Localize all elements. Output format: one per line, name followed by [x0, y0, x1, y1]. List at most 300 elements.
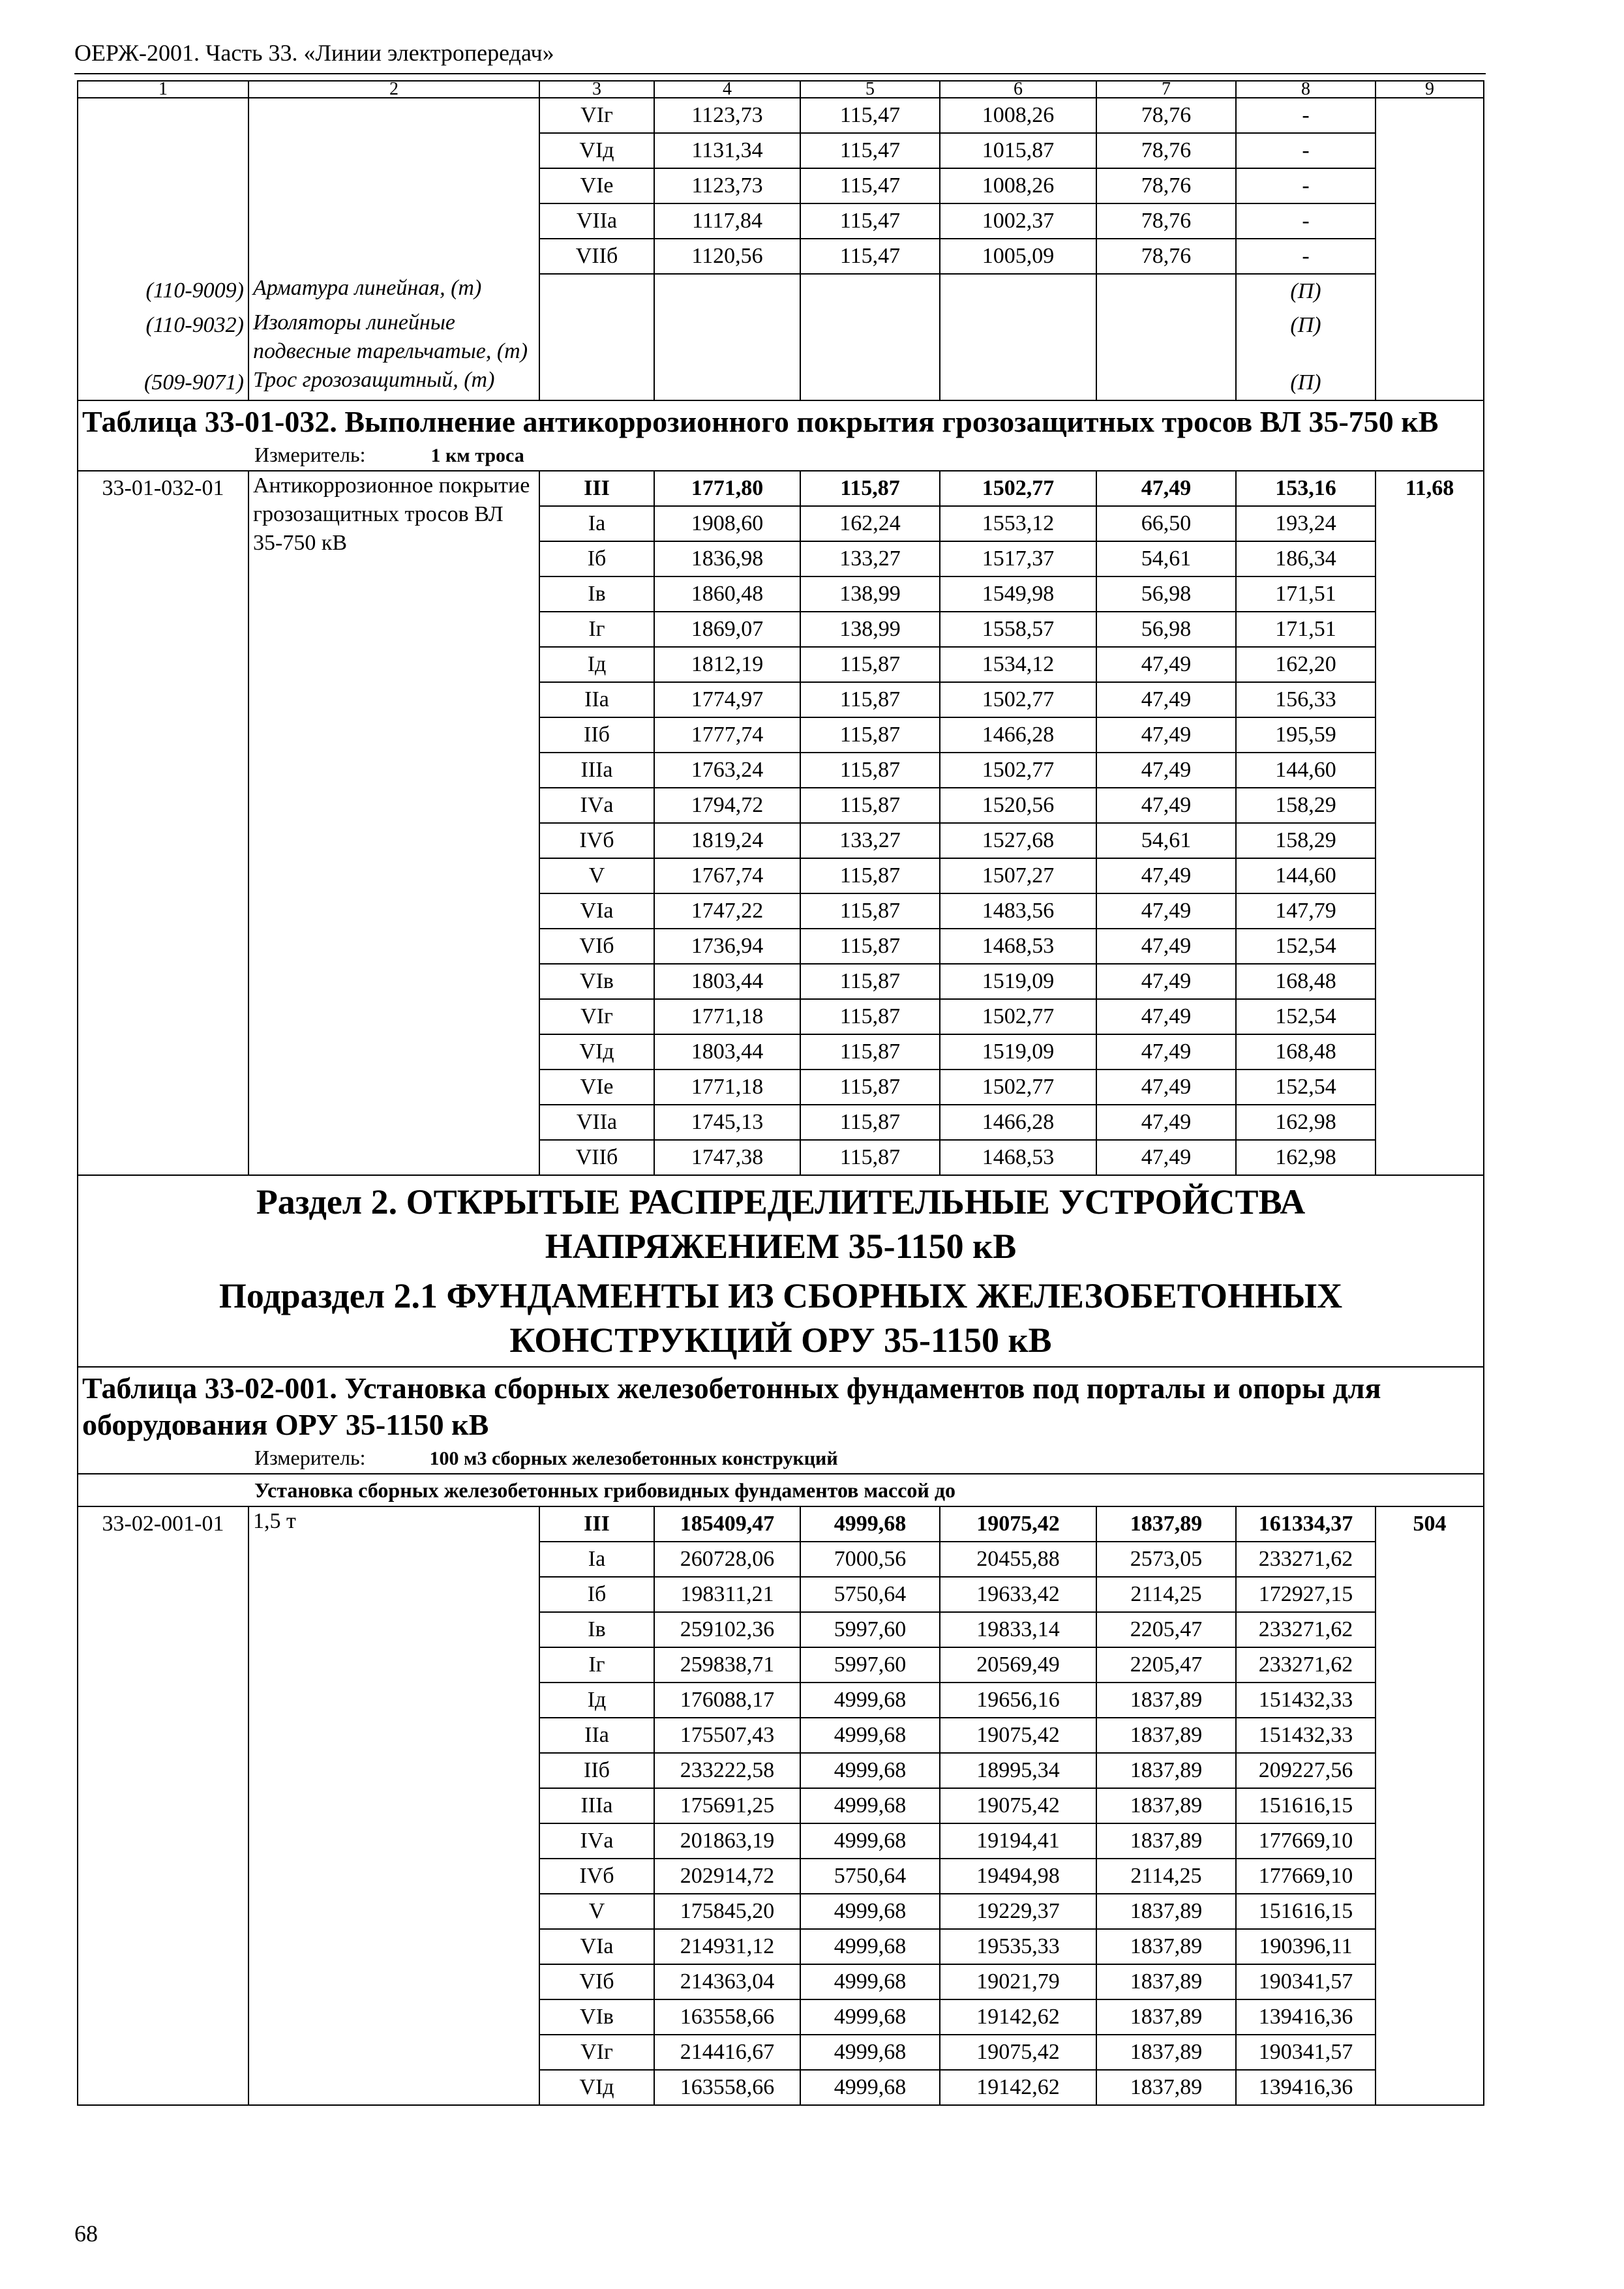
table-cell: 209227,56: [1236, 1753, 1376, 1788]
table-title-row: [78, 400, 1484, 440]
table-cell: 1837,89: [1096, 1929, 1236, 1964]
table-cell: 1520,56: [940, 788, 1096, 823]
table-cell: 193,24: [1236, 506, 1376, 541]
column-number: 1: [78, 81, 248, 98]
table-cell: III: [539, 1506, 654, 1542]
table-cell: 1468,53: [940, 1140, 1096, 1175]
table-cell: -: [1236, 239, 1376, 274]
material-row: [78, 366, 1484, 400]
table-cell: 1812,19: [654, 647, 800, 682]
table-cell: V: [539, 1894, 654, 1929]
table-cell: 47,49: [1096, 788, 1236, 823]
table-cell: 168,48: [1236, 964, 1376, 999]
table-cell: 4999,68: [800, 1753, 940, 1788]
table-cell: 115,87: [800, 717, 940, 753]
table-cell: 198311,21: [654, 1577, 800, 1612]
table-cell: 47,49: [1096, 929, 1236, 964]
empty-cell: [654, 274, 800, 308]
table-cell: 1736,94: [654, 929, 800, 964]
table-cell: VIIб: [539, 239, 654, 274]
table-cell: 4999,68: [800, 1506, 940, 1542]
table-cell: 115,47: [800, 98, 940, 133]
table-cell: 1837,89: [1096, 1823, 1236, 1859]
table-cell: 168,48: [1236, 1034, 1376, 1070]
table-cell: IVа: [539, 788, 654, 823]
column-number: 2: [248, 81, 539, 98]
table-cell: IIIа: [539, 1788, 654, 1823]
table-cell: 47,49: [1096, 1105, 1236, 1140]
table-cell: 1837,89: [1096, 1964, 1236, 1999]
subheading-row: [78, 1474, 1484, 1506]
table-cell: VIг: [539, 98, 654, 133]
table-cell: 2205,47: [1096, 1612, 1236, 1647]
table-cell: VIе: [539, 168, 654, 203]
table-cell: 19494,98: [940, 1859, 1096, 1894]
table-cell: 1517,37: [940, 541, 1096, 576]
table-cell: IVб: [539, 1859, 654, 1894]
table-cell: 19075,42: [940, 2035, 1096, 2070]
table-cell: 1860,48: [654, 576, 800, 612]
table-cell: 1837,89: [1096, 1788, 1236, 1823]
table-cell: VIд: [539, 2070, 654, 2105]
table-title-row: [78, 1367, 1484, 1443]
subheading-text: Установка сборных железобетонных грибовидных фундаментов массой до: [254, 1478, 956, 1502]
empty-cell: [539, 366, 654, 400]
empty-cell: [539, 274, 654, 308]
measure-value: 1 км троса: [430, 445, 524, 466]
col9-cell: [1376, 239, 1484, 274]
table-cell: 47,49: [1096, 471, 1236, 506]
table-cell: VIIа: [539, 203, 654, 239]
table-cell: 2573,05: [1096, 1542, 1236, 1577]
table-cell: VIб: [539, 929, 654, 964]
table-cell: VIг: [539, 2035, 654, 2070]
table-cell: 1123,73: [654, 98, 800, 133]
table-cell: 78,76: [1096, 133, 1236, 168]
table-cell: IVа: [539, 1823, 654, 1859]
table-cell: 175845,20: [654, 1894, 800, 1929]
table-cell: 1763,24: [654, 753, 800, 788]
material-code: (509-9071): [78, 366, 248, 400]
table-cell: Iг: [539, 612, 654, 647]
name-cell: [248, 203, 539, 239]
table-cell: 115,87: [800, 1034, 940, 1070]
table-row: [78, 239, 1484, 274]
subsection-title: Подраздел 2.1 ФУНДАМЕНТЫ ИЗ СБОРНЫХ ЖЕЛЕЗОБЕТОННЫХ КОНСТРУКЦИЙ ОРУ 35-1150 кВ: [218, 1276, 1343, 1360]
table-cell: 19535,33: [940, 1929, 1096, 1964]
empty-cell: [800, 366, 940, 400]
table-cell: 1771,18: [654, 999, 800, 1034]
material-code: (110-9009): [78, 274, 248, 308]
table-cell: 1008,26: [940, 98, 1096, 133]
table-cell: 175691,25: [654, 1788, 800, 1823]
table-cell: 115,87: [800, 893, 940, 929]
table-row: [78, 168, 1484, 203]
table-cell: 190341,57: [1236, 1964, 1376, 1999]
table-cell: Iд: [539, 647, 654, 682]
table-cell: 115,87: [800, 1140, 940, 1175]
table-cell: 5997,60: [800, 1647, 940, 1683]
table-cell: 1519,09: [940, 964, 1096, 999]
table-cell: 19021,79: [940, 1964, 1096, 1999]
subheading: [78, 1474, 1484, 1506]
table-cell: IIIа: [539, 753, 654, 788]
table-cell: 47,49: [1096, 717, 1236, 753]
table-cell: 7000,56: [800, 1542, 940, 1577]
table-cell: 4999,68: [800, 1929, 940, 1964]
material-row: [78, 274, 1484, 308]
empty-cell: [800, 308, 940, 366]
table-cell: 19633,42: [940, 1577, 1096, 1612]
table-cell: 138,99: [800, 612, 940, 647]
empty-cell: [1096, 308, 1236, 366]
table-cell: 19229,37: [940, 1894, 1096, 1929]
table-cell: 115,87: [800, 647, 940, 682]
column-number-row: [78, 81, 1484, 98]
table-cell: 202914,72: [654, 1859, 800, 1894]
table-row: [78, 471, 1484, 506]
table-cell: VIв: [539, 1999, 654, 2035]
table-cell: 163558,66: [654, 1999, 800, 2035]
header-rule: [74, 73, 1486, 74]
table-cell: 47,49: [1096, 682, 1236, 717]
table-cell: 139416,36: [1236, 1999, 1376, 2035]
table-cell: 162,24: [800, 506, 940, 541]
code-cell: [78, 98, 248, 133]
table-cell: 172927,15: [1236, 1577, 1376, 1612]
table-cell: VIе: [539, 1070, 654, 1105]
table-cell: 260728,06: [654, 1542, 800, 1577]
column-number: 3: [539, 81, 654, 98]
table-cell: 151432,33: [1236, 1683, 1376, 1718]
table-cell: -: [1236, 168, 1376, 203]
table-cell: 1549,98: [940, 576, 1096, 612]
table-cell: 1767,74: [654, 858, 800, 893]
table-cell: IIа: [539, 682, 654, 717]
measure-line: [78, 1443, 1484, 1474]
table-cell: 214931,12: [654, 1929, 800, 1964]
rate-code: 33-02-001-01: [78, 1506, 248, 2105]
table-cell: 1836,98: [654, 541, 800, 576]
column-number: 9: [1376, 81, 1484, 98]
table-cell: VIб: [539, 1964, 654, 1999]
table-cell: 186,34: [1236, 541, 1376, 576]
table-cell: 115,87: [800, 964, 940, 999]
table-cell: 5750,64: [800, 1577, 940, 1612]
table-cell: 115,87: [800, 999, 940, 1034]
table-cell: 1519,09: [940, 1034, 1096, 1070]
table-cell: 56,98: [1096, 576, 1236, 612]
table-cell: 162,20: [1236, 647, 1376, 682]
table-cell: 176088,17: [654, 1683, 800, 1718]
table-cell: -: [1236, 203, 1376, 239]
measure-line: [78, 440, 1484, 471]
table-cell: 1502,77: [940, 1070, 1096, 1105]
table-cell: 1747,38: [654, 1140, 800, 1175]
table-cell: 78,76: [1096, 203, 1236, 239]
table-cell: Iв: [539, 1612, 654, 1647]
table-cell: 1837,89: [1096, 1753, 1236, 1788]
table-cell: 147,79: [1236, 893, 1376, 929]
column-number: 5: [800, 81, 940, 98]
table-cell: 144,60: [1236, 753, 1376, 788]
empty-cell: [940, 274, 1096, 308]
empty-cell: [1096, 366, 1236, 400]
table-cell: 158,29: [1236, 788, 1376, 823]
table-cell: 144,60: [1236, 858, 1376, 893]
table-cell: 19833,14: [940, 1612, 1096, 1647]
table-cell: 4999,68: [800, 1823, 940, 1859]
table-cell: 115,87: [800, 471, 940, 506]
measure-label: Измеритель:: [254, 443, 366, 466]
table-cell: 4999,68: [800, 1683, 940, 1718]
table-cell: VIд: [539, 1034, 654, 1070]
table-cell: 133,27: [800, 823, 940, 858]
table-cell: 20569,49: [940, 1647, 1096, 1683]
material-name: Арматура линейная, (т): [248, 274, 539, 308]
table-cell: V: [539, 858, 654, 893]
table-cell: 162,98: [1236, 1140, 1376, 1175]
table-cell: 1120,56: [654, 239, 800, 274]
table-title: Таблица 33-02-001. Установка сборных железобетонных фундаментов под порталы и опоры для оборудования ОРУ 35-1150 кВ: [78, 1367, 1484, 1443]
table-cell: 133,27: [800, 541, 940, 576]
code-cell: [78, 168, 248, 203]
table-cell: 162,98: [1236, 1105, 1376, 1140]
table-cell: 1483,56: [940, 893, 1096, 929]
table-cell: 115,47: [800, 168, 940, 203]
table-cell: 233271,62: [1236, 1612, 1376, 1647]
table-cell: VIв: [539, 964, 654, 999]
table-cell: 19075,42: [940, 1506, 1096, 1542]
measure-label: Измеритель:: [254, 1446, 366, 1469]
table-cell: 190341,57: [1236, 2035, 1376, 2070]
table-cell: 151616,15: [1236, 1788, 1376, 1823]
table-cell: 138,99: [800, 576, 940, 612]
table-cell: 1015,87: [940, 133, 1096, 168]
table-cell: 115,87: [800, 682, 940, 717]
table-cell: 47,49: [1096, 964, 1236, 999]
table-cell: Iа: [539, 1542, 654, 1577]
table-cell: VIг: [539, 999, 654, 1034]
rate-code: 33-01-032-01: [78, 471, 248, 1175]
table-cell: 1794,72: [654, 788, 800, 823]
table-cell: 47,49: [1096, 753, 1236, 788]
table-cell: 78,76: [1096, 168, 1236, 203]
table-cell: 18995,34: [940, 1753, 1096, 1788]
table-cell: VIIа: [539, 1105, 654, 1140]
table-row: [78, 133, 1484, 168]
rates-table-body: [78, 81, 1484, 2105]
table-cell: 115,87: [800, 858, 940, 893]
table-cell: 151616,15: [1236, 1894, 1376, 1929]
table-cell: 152,54: [1236, 1070, 1376, 1105]
measure-row: [78, 1443, 1484, 1474]
table-cell: 19075,42: [940, 1718, 1096, 1753]
material-note: (П): [1236, 274, 1376, 308]
table-cell: VIд: [539, 133, 654, 168]
table-cell: 190396,11: [1236, 1929, 1376, 1964]
section-heading-row: [78, 1175, 1484, 1367]
table-cell: 47,49: [1096, 647, 1236, 682]
empty-cell: [1376, 274, 1484, 308]
table-cell: 115,87: [800, 1105, 940, 1140]
material-code: (110-9032): [78, 308, 248, 366]
section-heading: [78, 1175, 1484, 1367]
table-cell: Iд: [539, 1683, 654, 1718]
table-cell: 1005,09: [940, 239, 1096, 274]
page-header: ОЕРЖ-2001. Часть 33. «Линии электропередач»: [74, 40, 554, 66]
table-row: [78, 203, 1484, 239]
rate-name: 1,5 т: [248, 1506, 539, 2105]
table-cell: 1908,60: [654, 506, 800, 541]
table-cell: 19656,16: [940, 1683, 1096, 1718]
table-cell: 56,98: [1096, 612, 1236, 647]
table-cell: 1869,07: [654, 612, 800, 647]
material-row: [78, 308, 1484, 366]
measure-row: [78, 440, 1484, 471]
table-cell: Iг: [539, 1647, 654, 1683]
table-cell: 152,54: [1236, 999, 1376, 1034]
table-cell: 177669,10: [1236, 1823, 1376, 1859]
empty-cell: [940, 366, 1096, 400]
col9-cell: [1376, 133, 1484, 168]
table-cell: VIIб: [539, 1140, 654, 1175]
table-cell: 233271,62: [1236, 1542, 1376, 1577]
table-cell: 1502,77: [940, 682, 1096, 717]
code-cell: [78, 133, 248, 168]
table-cell: 1803,44: [654, 964, 800, 999]
table-cell: 158,29: [1236, 823, 1376, 858]
empty-cell: [539, 308, 654, 366]
table-cell: 1466,28: [940, 1105, 1096, 1140]
table-cell: IVб: [539, 823, 654, 858]
table-cell: 1008,26: [940, 168, 1096, 203]
table-cell: 1468,53: [940, 929, 1096, 964]
table-cell: 1123,73: [654, 168, 800, 203]
table-cell: IIб: [539, 1753, 654, 1788]
table-cell: Iб: [539, 1577, 654, 1612]
table-cell: 1553,12: [940, 506, 1096, 541]
table-cell: 1837,89: [1096, 2035, 1236, 2070]
table-cell: 66,50: [1096, 506, 1236, 541]
table-cell: 1117,84: [654, 203, 800, 239]
table-cell: 1774,97: [654, 682, 800, 717]
table-cell: 78,76: [1096, 239, 1236, 274]
table-cell: VIа: [539, 893, 654, 929]
empty-cell: [1096, 274, 1236, 308]
table-cell: 259102,36: [654, 1612, 800, 1647]
table-cell: 1771,80: [654, 471, 800, 506]
material-note: (П): [1236, 366, 1376, 400]
table-cell: 152,54: [1236, 929, 1376, 964]
table-row: [78, 98, 1484, 133]
table-cell: 20455,88: [940, 1542, 1096, 1577]
table-cell: 1837,89: [1096, 2070, 1236, 2105]
table-cell: 2114,25: [1096, 1859, 1236, 1894]
table-cell: 233222,58: [654, 1753, 800, 1788]
table-cell: 2114,25: [1096, 1577, 1236, 1612]
table-cell: 5997,60: [800, 1612, 940, 1647]
table-cell: 115,47: [800, 239, 940, 274]
rates-table: [77, 80, 1484, 2106]
page-number: 68: [74, 2221, 98, 2247]
table-cell: 1837,89: [1096, 1683, 1236, 1718]
table-cell: 1837,89: [1096, 1999, 1236, 2035]
table-cell: Iа: [539, 506, 654, 541]
table-cell: 153,16: [1236, 471, 1376, 506]
table-cell: 47,49: [1096, 893, 1236, 929]
rate-name: Антикоррозионное покрытие грозозащитных тросов ВЛ 35-750 кВ: [248, 471, 539, 1175]
empty-cell: [940, 308, 1096, 366]
table-cell: 1507,27: [940, 858, 1096, 893]
table-cell: 161334,37: [1236, 1506, 1376, 1542]
table-cell: 195,59: [1236, 717, 1376, 753]
table-cell: 175507,43: [654, 1718, 800, 1753]
table-cell: 1777,74: [654, 717, 800, 753]
table-cell: 214416,67: [654, 2035, 800, 2070]
table-cell: 47,49: [1096, 1070, 1236, 1105]
table-cell: 1502,77: [940, 471, 1096, 506]
table-cell: 151432,33: [1236, 1718, 1376, 1753]
table-cell: 5750,64: [800, 1859, 940, 1894]
empty-cell: [654, 366, 800, 400]
measure-value: 100 м3 сборных железобетонных конструкций: [429, 1448, 838, 1469]
material-name: Изоляторы линейные подвесные тарельчатые, (т): [248, 308, 539, 366]
empty-cell: [1376, 366, 1484, 400]
table-cell: 1747,22: [654, 893, 800, 929]
table-cell: 54,61: [1096, 823, 1236, 858]
table-cell: 115,87: [800, 929, 940, 964]
table-title: Таблица 33-01-032. Выполнение антикоррозионного покрытия грозозащитных тросов ВЛ 35-750 кВ: [78, 400, 1484, 440]
table-cell: 4999,68: [800, 1894, 940, 1929]
table-cell: 1837,89: [1096, 1718, 1236, 1753]
table-cell: 4999,68: [800, 2035, 940, 2070]
empty-cell: [654, 308, 800, 366]
table-cell: 4999,68: [800, 1788, 940, 1823]
table-cell: 4999,68: [800, 1964, 940, 1999]
table-cell: 115,87: [800, 1070, 940, 1105]
table-cell: 19142,62: [940, 1999, 1096, 2035]
table-cell: 54,61: [1096, 541, 1236, 576]
table-cell: 1131,34: [654, 133, 800, 168]
column-number: 7: [1096, 81, 1236, 98]
table-cell: VIа: [539, 1929, 654, 1964]
table-cell: 171,51: [1236, 576, 1376, 612]
table-cell: 115,87: [800, 788, 940, 823]
column-number: 4: [654, 81, 800, 98]
table-cell: -: [1236, 98, 1376, 133]
table-cell: 4999,68: [800, 1999, 940, 2035]
table-cell: 1771,18: [654, 1070, 800, 1105]
table-cell: 163558,66: [654, 2070, 800, 2105]
table-cell: 1502,77: [940, 999, 1096, 1034]
table-cell: Iб: [539, 541, 654, 576]
table-cell: III: [539, 471, 654, 506]
table-cell: 47,49: [1096, 999, 1236, 1034]
column-number: 8: [1236, 81, 1376, 98]
table-cell: 78,76: [1096, 98, 1236, 133]
table-cell: 19194,41: [940, 1823, 1096, 1859]
section-title: Раздел 2. ОТКРЫТЫЕ РАСПРЕДЕЛИТЕЛЬНЫЕ УСТРОЙСТВА НАПРЯЖЕНИЕМ 35-1150 кВ: [256, 1182, 1306, 1266]
table-cell: 177669,10: [1236, 1859, 1376, 1894]
col9-cell: [1376, 168, 1484, 203]
col9-cell: [1376, 203, 1484, 239]
table-cell: 4999,68: [800, 1718, 940, 1753]
table-cell: 1558,57: [940, 612, 1096, 647]
table-cell: 1745,13: [654, 1105, 800, 1140]
table-cell: 115,87: [800, 753, 940, 788]
table-cell: 2205,47: [1096, 1647, 1236, 1683]
